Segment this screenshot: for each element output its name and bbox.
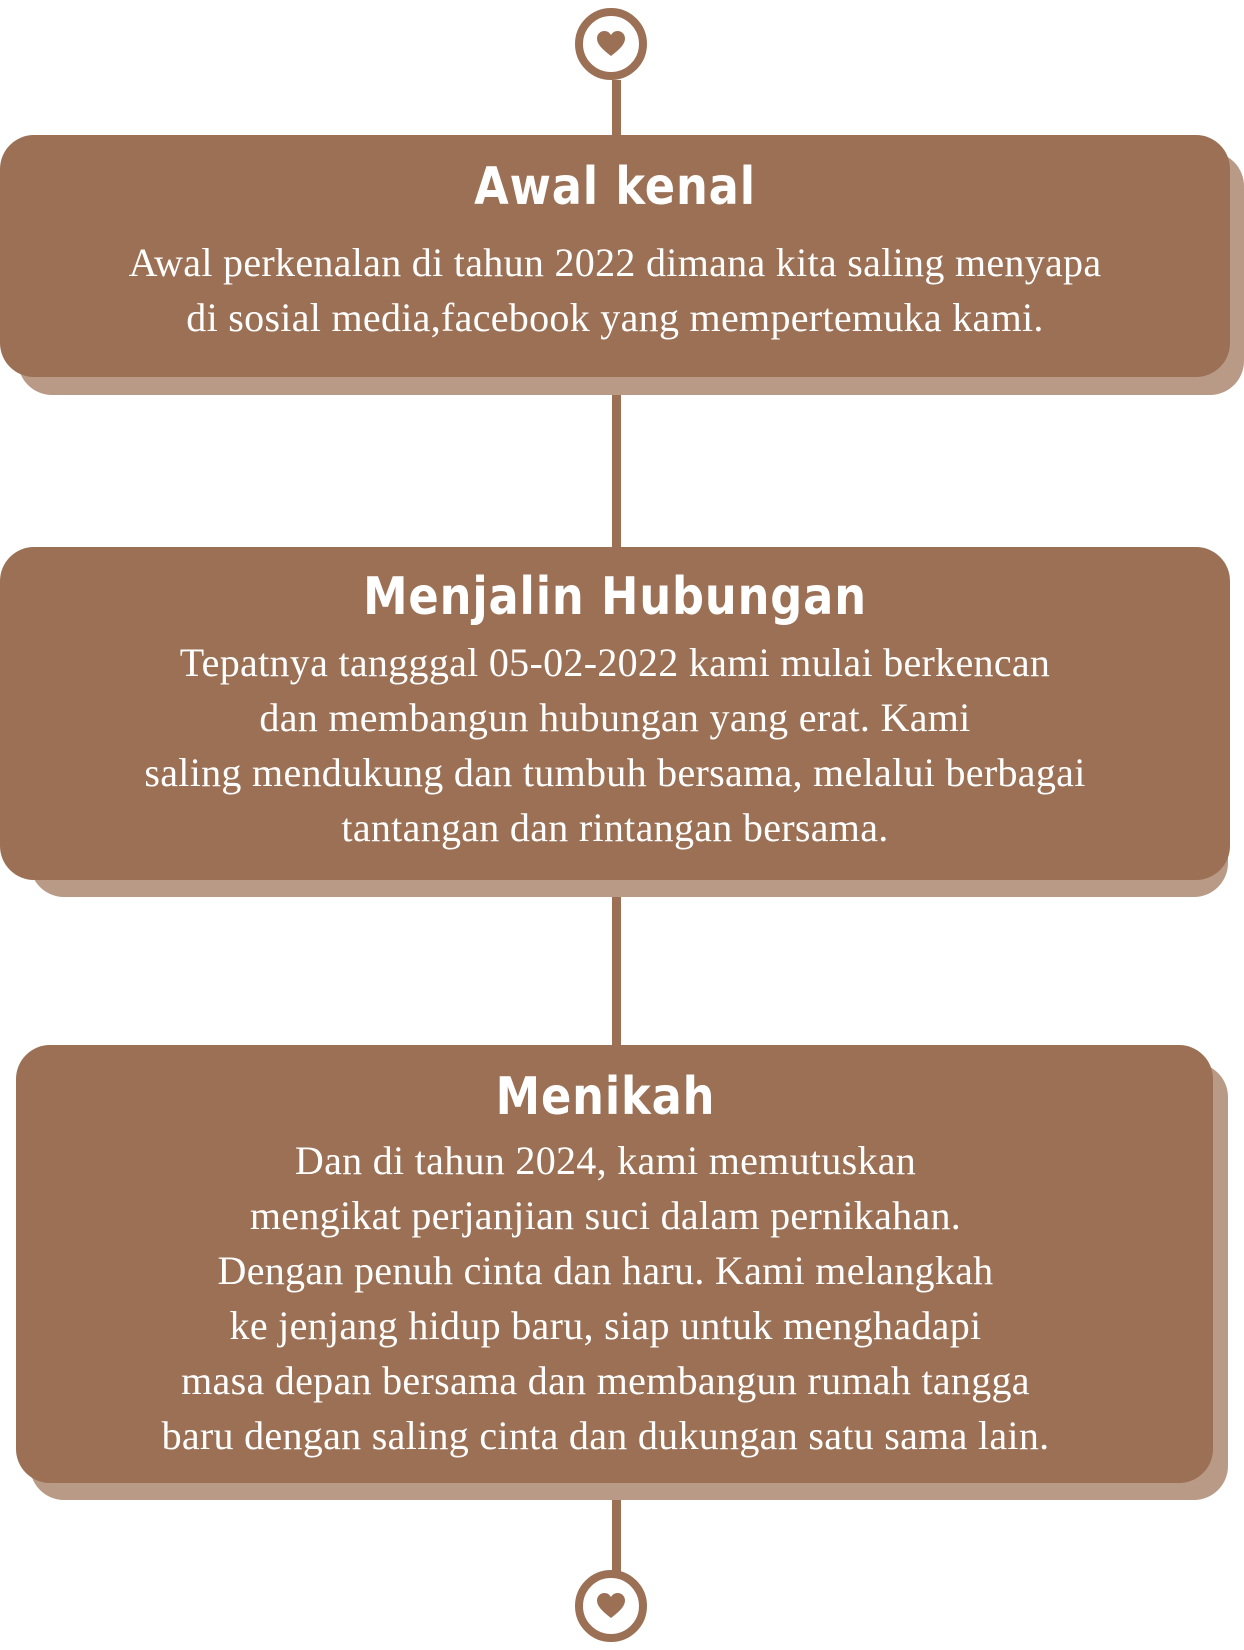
heart-icon: [597, 31, 625, 57]
timeline-connector-1: [612, 375, 621, 550]
card-title: Menikah: [495, 1067, 716, 1127]
heart-icon: [597, 1593, 625, 1619]
timeline-card-menjalin-hubungan: [0, 547, 1230, 880]
card-description: Tepatnya tangggal 05-02-2022 kami mulai berkencan dan membangun hubungan yang erat. Kami saling mendukung dan tumbuh bersama, melalui berbagai tantangan dan rintangan bersama.: [144, 640, 1086, 850]
timeline-connector-2: [612, 878, 621, 1048]
card-description: Awal perkenalan di tahun 2022 dimana kita saling menyapa di sosial media,facebook yang mempertemuka kami.: [128, 240, 1102, 340]
card-title: Awal kenal: [474, 157, 756, 217]
timeline-card-awal-kenal: [0, 135, 1230, 377]
timeline-card-menikah: [16, 1045, 1213, 1483]
timeline-connector-top: [612, 80, 621, 142]
card-description: Dan di tahun 2024, kami memutuskan mengikat perjanjian suci dalam pernikahan. Dengan penuh cinta dan haru. Kami melangkah ke jenjang hidup baru, siap untuk menghadapi masa depan bersama dan membangun rumah tangga baru dengan saling cinta dan dukungan satu sama lain.: [161, 1138, 1050, 1458]
card-title: Menjalin Hubungan: [363, 567, 867, 627]
timeline-end-marker: [575, 1570, 647, 1642]
timeline-start-marker: [575, 8, 647, 80]
